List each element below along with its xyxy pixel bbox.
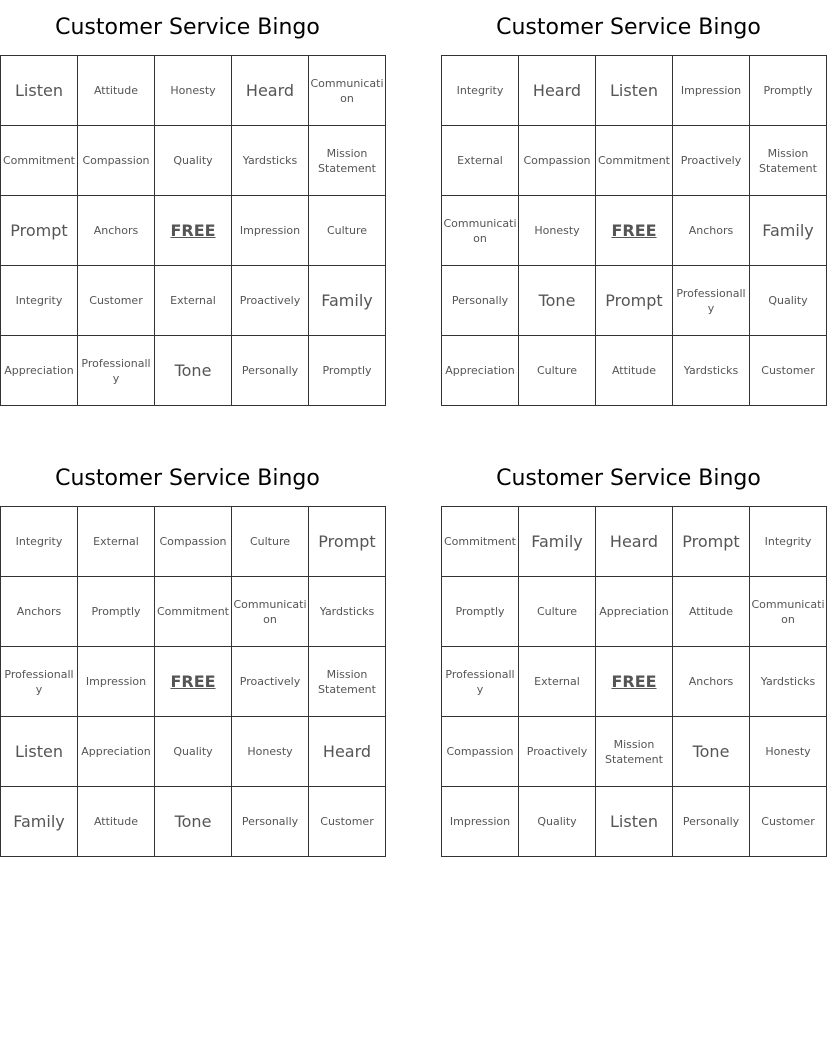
bingo-cell[interactable]: Personally xyxy=(232,787,309,857)
bingo-cell[interactable]: Proactively xyxy=(519,717,596,787)
bingo-row xyxy=(442,577,827,647)
card-title: Customer Service Bingo xyxy=(55,15,320,40)
bingo-card-2 xyxy=(441,0,816,406)
bingo-cell[interactable]: Professionally xyxy=(673,266,750,336)
bingo-cell[interactable]: Honesty xyxy=(519,196,596,266)
bingo-cell[interactable]: Customer xyxy=(78,266,155,336)
bingo-row xyxy=(1,266,386,336)
bingo-cell[interactable]: Listen xyxy=(1,56,78,126)
bingo-cell[interactable]: Appreciation xyxy=(78,717,155,787)
bingo-cell[interactable]: Customer xyxy=(750,336,827,406)
bingo-cell[interactable]: Integrity xyxy=(1,507,78,577)
bingo-row xyxy=(1,126,386,196)
bingo-cell[interactable]: External xyxy=(78,507,155,577)
bingo-cell[interactable]: Attitude xyxy=(673,577,750,647)
bingo-cell[interactable]: Attitude xyxy=(596,336,673,406)
bingo-cell[interactable]: Personally xyxy=(232,336,309,406)
bingo-card-3 xyxy=(0,451,375,857)
bingo-cell[interactable]: Attitude xyxy=(78,56,155,126)
bingo-cell[interactable]: Attitude xyxy=(78,787,155,857)
bingo-cell[interactable]: Promptly xyxy=(309,336,386,406)
bingo-cell[interactable]: Communication xyxy=(232,577,309,647)
bingo-cell[interactable]: Professionally xyxy=(78,336,155,406)
bingo-cell[interactable]: Family xyxy=(309,266,386,336)
bingo-cell[interactable]: Anchors xyxy=(673,196,750,266)
bingo-card-4 xyxy=(441,451,825,857)
bingo-cell[interactable]: Commitment xyxy=(596,126,673,196)
bingo-cell[interactable]: External xyxy=(519,647,596,717)
bingo-cell[interactable]: Impression xyxy=(673,56,750,126)
bingo-cell[interactable]: External xyxy=(442,126,519,196)
bingo-grid xyxy=(441,55,827,406)
bingo-cell[interactable]: Culture xyxy=(309,196,386,266)
bingo-row xyxy=(1,56,386,126)
free-space[interactable]: FREE xyxy=(596,647,673,717)
bingo-cell[interactable]: Prompt xyxy=(309,507,386,577)
bingo-cell[interactable]: Commitment xyxy=(155,577,232,647)
free-space[interactable]: FREE xyxy=(155,647,232,717)
bingo-cell[interactable]: Quality xyxy=(519,787,596,857)
bingo-cell[interactable]: Heard xyxy=(596,507,673,577)
bingo-cell[interactable]: Communication xyxy=(309,56,386,126)
bingo-cell[interactable]: Compassion xyxy=(519,126,596,196)
bingo-cell[interactable]: Proactively xyxy=(232,266,309,336)
bingo-row xyxy=(1,507,386,577)
bingo-cell[interactable]: Culture xyxy=(232,507,309,577)
bingo-cell[interactable]: Integrity xyxy=(750,507,827,577)
bingo-cell[interactable]: Listen xyxy=(1,717,78,787)
bingo-cell[interactable]: Prompt xyxy=(673,507,750,577)
bingo-row xyxy=(442,56,827,126)
bingo-row xyxy=(442,647,827,717)
card-title: Customer Service Bingo xyxy=(496,466,761,491)
bingo-cell[interactable]: Yardsticks xyxy=(750,647,827,717)
bingo-cell[interactable]: Appreciation xyxy=(442,336,519,406)
bingo-cell[interactable]: Heard xyxy=(232,56,309,126)
bingo-row xyxy=(1,717,386,787)
bingo-row xyxy=(442,717,827,787)
bingo-cell[interactable]: Quality xyxy=(155,717,232,787)
bingo-cell[interactable]: Family xyxy=(750,196,827,266)
bingo-cell[interactable]: Mission Statement xyxy=(309,126,386,196)
bingo-cell[interactable]: Heard xyxy=(309,717,386,787)
bingo-cell[interactable]: Tone xyxy=(155,336,232,406)
bingo-cell[interactable]: Tone xyxy=(155,787,232,857)
bingo-cell[interactable]: Listen xyxy=(596,787,673,857)
bingo-cell[interactable]: Yardsticks xyxy=(309,577,386,647)
bingo-cell[interactable]: Honesty xyxy=(750,717,827,787)
bingo-cell[interactable]: Family xyxy=(1,787,78,857)
card-title: Customer Service Bingo xyxy=(496,15,761,40)
bingo-cell[interactable]: Professionally xyxy=(442,647,519,717)
bingo-cell[interactable]: Commitment xyxy=(1,126,78,196)
bingo-row xyxy=(1,787,386,857)
bingo-cell[interactable]: Integrity xyxy=(442,56,519,126)
bingo-cell[interactable]: Impression xyxy=(442,787,519,857)
bingo-cell[interactable]: Commitment xyxy=(442,507,519,577)
bingo-cell[interactable]: Prompt xyxy=(596,266,673,336)
bingo-cell[interactable]: Proactively xyxy=(673,126,750,196)
card-title: Customer Service Bingo xyxy=(55,466,320,491)
bingo-cell[interactable]: Quality xyxy=(750,266,827,336)
bingo-cell[interactable]: Yardsticks xyxy=(673,336,750,406)
bingo-cell[interactable]: Impression xyxy=(232,196,309,266)
bingo-row xyxy=(442,266,827,336)
bingo-cell[interactable]: Tone xyxy=(519,266,596,336)
bingo-cell[interactable]: Communication xyxy=(750,577,827,647)
bingo-cell[interactable]: Tone xyxy=(673,717,750,787)
bingo-cell[interactable]: Honesty xyxy=(232,717,309,787)
bingo-grid xyxy=(441,506,827,857)
bingo-cell[interactable]: Compassion xyxy=(442,717,519,787)
bingo-cell[interactable]: Impression xyxy=(78,647,155,717)
bingo-cell[interactable]: Personally xyxy=(442,266,519,336)
bingo-cell[interactable]: Culture xyxy=(519,577,596,647)
bingo-card-1 xyxy=(0,0,384,406)
bingo-cell[interactable]: Mission Statement xyxy=(750,126,827,196)
bingo-cell[interactable]: Heard xyxy=(519,56,596,126)
bingo-cell[interactable]: Anchors xyxy=(78,196,155,266)
bingo-row xyxy=(1,336,386,406)
bingo-cell[interactable]: External xyxy=(155,266,232,336)
bingo-row xyxy=(1,577,386,647)
bingo-cell[interactable]: Anchors xyxy=(673,647,750,717)
bingo-cell[interactable]: Personally xyxy=(673,787,750,857)
bingo-cell[interactable]: Appreciation xyxy=(596,577,673,647)
bingo-row xyxy=(1,647,386,717)
bingo-row xyxy=(442,126,827,196)
bingo-cell[interactable]: Anchors xyxy=(1,577,78,647)
free-space[interactable]: FREE xyxy=(155,196,232,266)
bingo-cell[interactable]: Proactively xyxy=(232,647,309,717)
bingo-row xyxy=(442,336,827,406)
bingo-cell[interactable]: Prompt xyxy=(1,196,78,266)
bingo-cell[interactable]: Professionally xyxy=(1,647,78,717)
bingo-cell[interactable]: Integrity xyxy=(1,266,78,336)
bingo-cell[interactable]: Mission Statement xyxy=(596,717,673,787)
bingo-row xyxy=(442,196,827,266)
bingo-cell[interactable]: Compassion xyxy=(78,126,155,196)
bingo-row xyxy=(442,787,827,857)
bingo-row xyxy=(1,196,386,266)
bingo-cell[interactable]: Communication xyxy=(442,196,519,266)
bingo-cell[interactable]: Customer xyxy=(309,787,386,857)
bingo-row xyxy=(442,507,827,577)
bingo-cell[interactable]: Promptly xyxy=(78,577,155,647)
bingo-grid xyxy=(0,506,386,857)
bingo-cell[interactable]: Listen xyxy=(596,56,673,126)
bingo-cell[interactable]: Culture xyxy=(519,336,596,406)
bingo-cell[interactable]: Promptly xyxy=(442,577,519,647)
bingo-cell[interactable]: Yardsticks xyxy=(232,126,309,196)
bingo-cell[interactable]: Quality xyxy=(155,126,232,196)
bingo-cell[interactable]: Appreciation xyxy=(1,336,78,406)
bingo-cell[interactable]: Mission Statement xyxy=(309,647,386,717)
bingo-cell[interactable]: Honesty xyxy=(155,56,232,126)
bingo-cell[interactable]: Promptly xyxy=(750,56,827,126)
bingo-cell[interactable]: Customer xyxy=(750,787,827,857)
bingo-cell[interactable]: Family xyxy=(519,507,596,577)
bingo-cell[interactable]: Compassion xyxy=(155,507,232,577)
free-space[interactable]: FREE xyxy=(596,196,673,266)
bingo-grid xyxy=(0,55,386,406)
